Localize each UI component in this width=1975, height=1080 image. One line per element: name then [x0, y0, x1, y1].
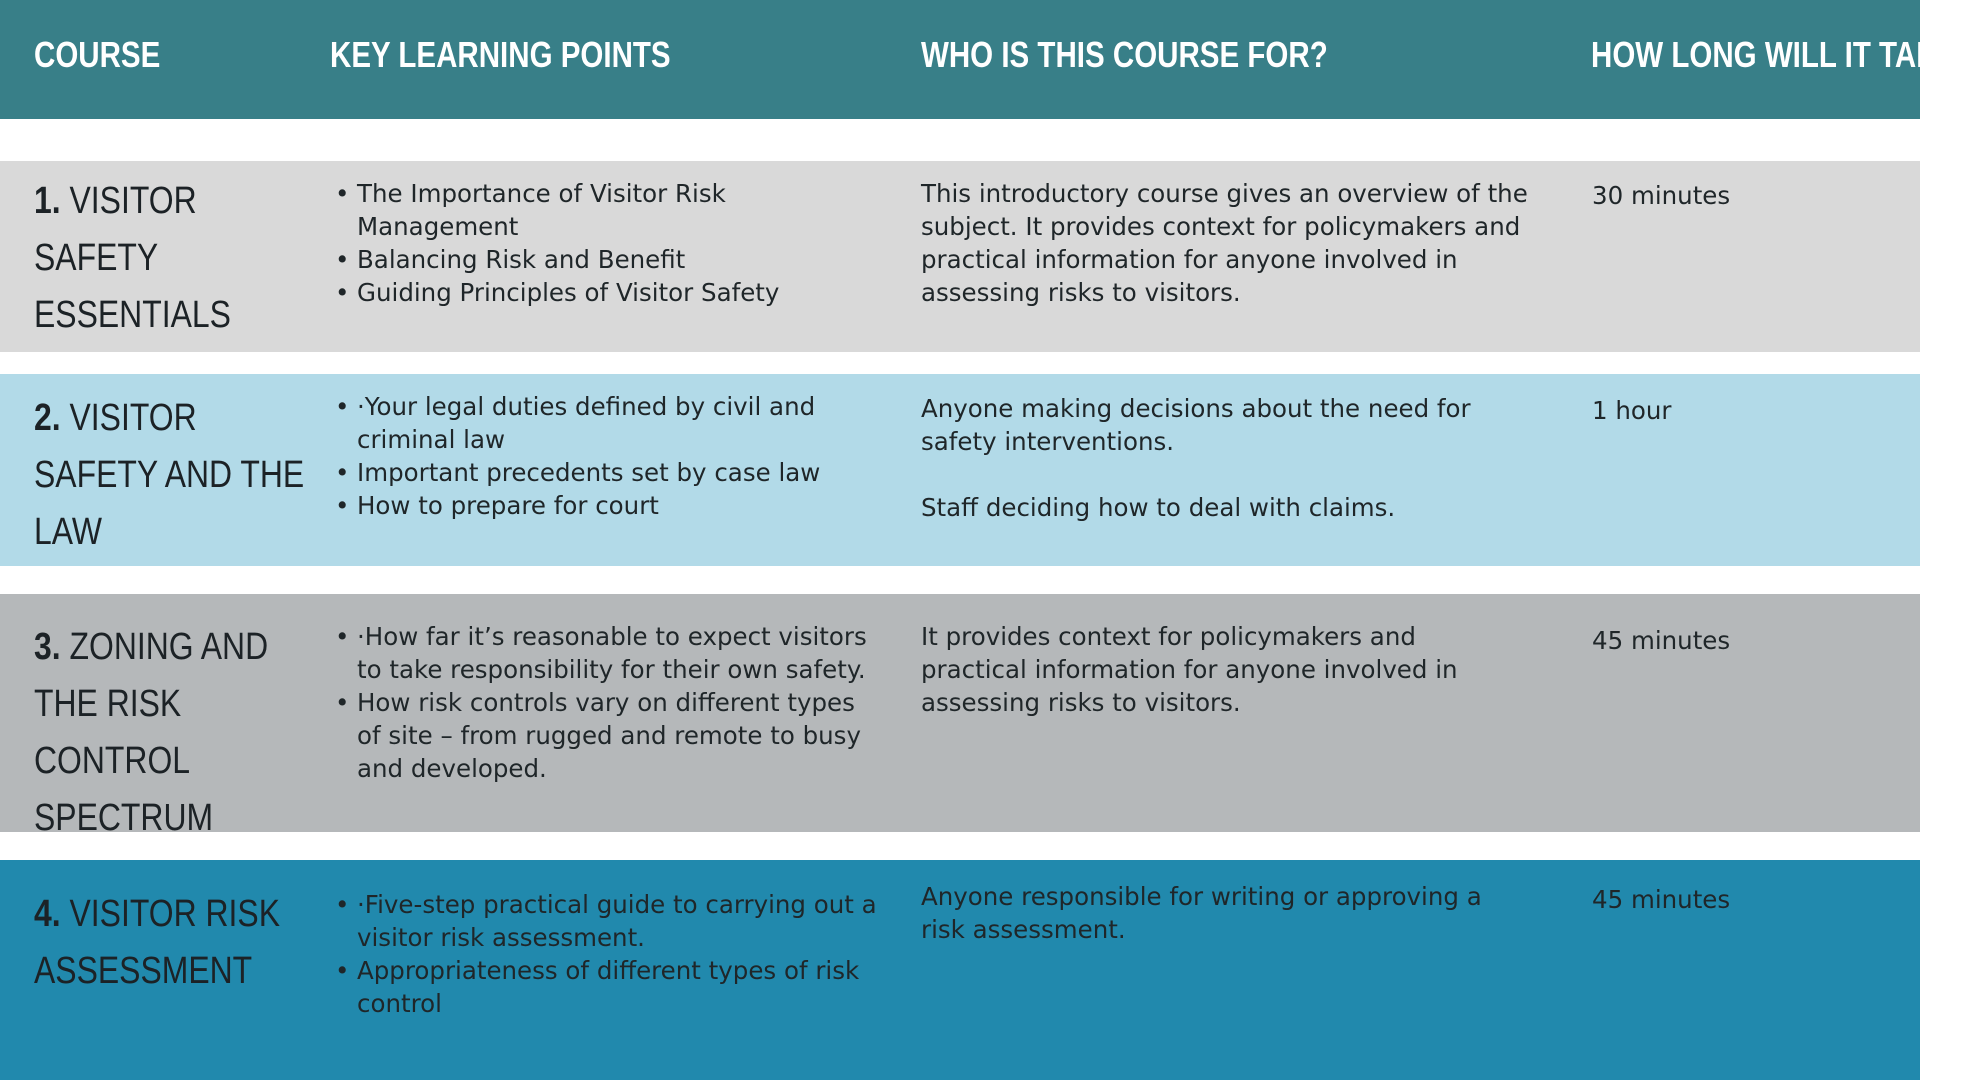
- learning-point: • Appropriateness of different types of risk control: [357, 954, 877, 1020]
- course-number: 1.: [34, 180, 61, 222]
- course-duration: 45 minutes: [1592, 885, 1731, 914]
- learning-point: • The Importance of Visitor Risk Management: [357, 177, 877, 243]
- course-title: [34, 886, 311, 1000]
- table-header: [0, 0, 1975, 119]
- audience-description: [921, 392, 1531, 524]
- course-row-2: [0, 374, 1920, 566]
- learning-point: • Guiding Principles of Visitor Safety: [357, 276, 877, 309]
- course-row-3: [0, 594, 1920, 839]
- course-number: 4.: [34, 893, 61, 935]
- learning-point: • Balancing Risk and Benefit: [357, 243, 877, 276]
- course-title: [34, 619, 311, 847]
- key-learning-points-list: [331, 888, 877, 1020]
- audience-paragraph: Staff deciding how to deal with claims.: [921, 493, 1396, 522]
- key-learning-points-list: [331, 620, 877, 785]
- audience-paragraph: Anyone making decisions about the need for safety interventions.: [921, 394, 1471, 456]
- audience-description: [921, 620, 1481, 719]
- header-key-learning-points: KEY LEARNING POINTS: [330, 34, 671, 75]
- header-who-is-this-for: WHO IS THIS COURSE FOR?: [921, 34, 1328, 75]
- audience-paragraph: Anyone responsible for writing or approving a risk assessment.: [921, 882, 1482, 944]
- course-name: ZONING AND THE RISK CONTROL SPECTRUM: [34, 626, 269, 839]
- learning-point: • ·How far it’s reasonable to expect visitors to take responsibility for their own safety.: [357, 620, 877, 686]
- key-learning-points-list: [331, 390, 877, 522]
- course-title: [34, 173, 311, 344]
- course-number: 3.: [34, 626, 61, 668]
- header-how-long: HOW LONG WILL IT TAKE?: [1591, 34, 1975, 75]
- learning-point: • ·Five-step practical guide to carrying out a visitor risk assessment.: [357, 888, 877, 954]
- course-duration: 45 minutes: [1592, 626, 1731, 655]
- learning-point: • Important precedents set by case law: [357, 456, 877, 489]
- course-row-4: [0, 860, 1920, 1080]
- course-name: VISITOR RISK ASSESSMENT: [34, 893, 281, 992]
- course-duration: 1 hour: [1592, 396, 1672, 425]
- learning-point: • How risk controls vary on different types of site – from rugged and remote to busy and developed.: [357, 686, 877, 785]
- course-number: 2.: [34, 397, 61, 439]
- audience-paragraph: This introductory course gives an overview of the subject. It provides context for policymakers and practical information for anyone involved in assessing risks to visitors.: [921, 179, 1528, 307]
- course-row-1: [0, 161, 1920, 352]
- course-duration: 30 minutes: [1592, 181, 1731, 210]
- audience-description: [921, 880, 1521, 946]
- course-title: [34, 390, 311, 561]
- course-name: VISITOR SAFETY ESSENTIALS: [34, 180, 231, 336]
- header-course: COURSE: [34, 34, 161, 75]
- audience-paragraph: It provides context for policymakers and practical information for anyone involved in assessing risks to visitors.: [921, 622, 1458, 717]
- course-name: VISITOR SAFETY AND THE LAW: [34, 397, 305, 553]
- learning-point: • ·Your legal duties defined by civil and criminal law: [357, 390, 877, 456]
- audience-description: [921, 177, 1531, 309]
- key-learning-points-list: [331, 177, 877, 309]
- learning-point: • How to prepare for court: [357, 489, 877, 522]
